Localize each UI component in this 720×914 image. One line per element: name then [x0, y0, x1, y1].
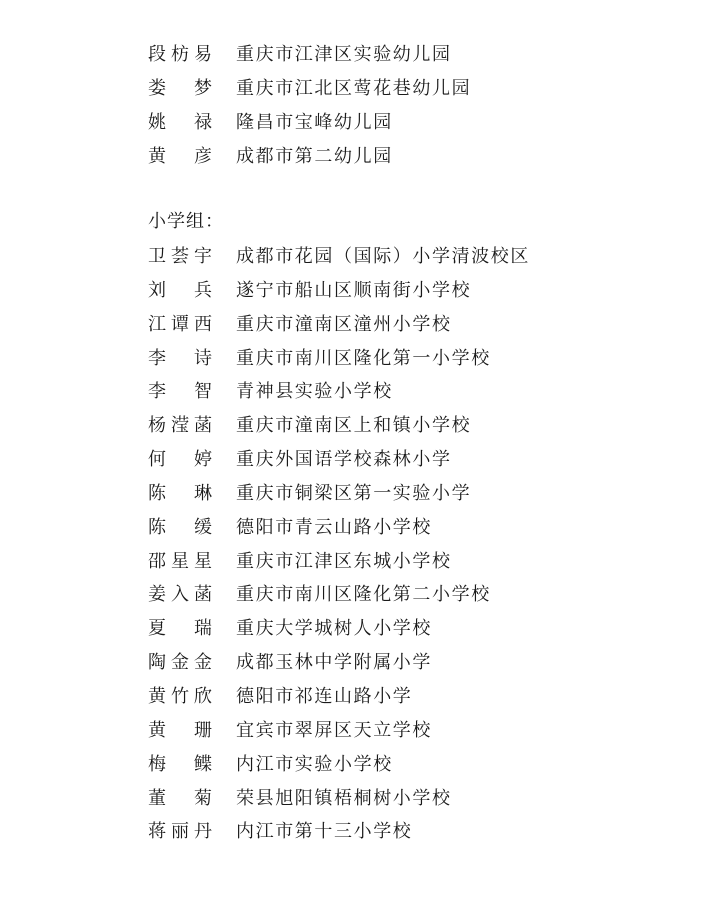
school-name: 青神县实验小学校 [236, 381, 393, 403]
person-name: 夏瑞 [148, 618, 212, 640]
school-name: 内江市第十三小学校 [236, 821, 413, 843]
person-name: 段枋易 [148, 44, 212, 65]
person-name: 娄梦 [148, 77, 212, 99]
person-name: 黄竹欣 [148, 685, 212, 707]
list-item [0, 375, 720, 409]
school-name: 重庆市南川区隆化第一小学校 [236, 347, 491, 369]
person-name: 姜入菡 [148, 584, 212, 606]
list-item [0, 240, 720, 274]
school-name: 成都市第二幼儿园 [236, 145, 393, 167]
list-item [0, 72, 720, 106]
school-name: 重庆市潼南区上和镇小学校 [236, 415, 472, 437]
school-name: 重庆市铜梁区第一实验小学 [236, 482, 472, 504]
person-name: 陈缓 [148, 516, 212, 538]
school-name: 荣县旭阳镇梧桐树小学校 [236, 787, 452, 809]
person-name: 陈琳 [148, 482, 212, 504]
person-name: 卫荟宇 [148, 246, 212, 267]
person-name: 黄珊 [148, 719, 212, 741]
person-name: 江谭西 [148, 313, 212, 335]
list-item [0, 443, 720, 477]
section-heading-primary: 小学组： [148, 211, 224, 232]
school-name: 重庆市江北区莺花巷幼儿园 [236, 77, 472, 99]
school-name: 重庆外国语学校森林小学 [236, 449, 452, 471]
person-name: 黄彦 [148, 145, 212, 167]
list-item [0, 714, 720, 748]
list-item [0, 646, 720, 680]
list-item [0, 545, 720, 579]
person-name: 李智 [148, 381, 212, 403]
person-name: 蒋丽丹 [148, 821, 212, 843]
list-item [0, 342, 720, 376]
school-name: 重庆市江津区东城小学校 [236, 550, 452, 572]
list-item [0, 140, 720, 174]
school-name: 宜宾市翠屏区天立学校 [236, 719, 432, 741]
school-name: 重庆市南川区隆化第二小学校 [236, 584, 491, 606]
school-name: 德阳市祁连山路小学 [236, 685, 413, 707]
school-name: 成都市花园（国际）小学清波校区 [236, 246, 530, 267]
list-item [0, 274, 720, 308]
person-name: 陶金金 [148, 652, 212, 674]
school-name: 重庆市潼南区潼州小学校 [236, 313, 452, 335]
list-item [0, 578, 720, 612]
list-item [0, 748, 720, 782]
person-name: 梅鲽 [148, 753, 212, 775]
person-name: 董菊 [148, 787, 212, 809]
list-item [0, 477, 720, 511]
list-item [0, 782, 720, 816]
person-name: 杨滢菡 [148, 415, 212, 437]
school-name: 遂宁市船山区顺南街小学校 [236, 279, 472, 301]
list-item [0, 612, 720, 646]
school-name: 重庆市江津区实验幼儿园 [236, 44, 452, 65]
list-item [0, 106, 720, 140]
person-name: 李诗 [148, 347, 212, 369]
list-item [0, 38, 720, 72]
person-name: 何婷 [148, 449, 212, 471]
school-name: 重庆大学城树人小学校 [236, 618, 432, 640]
list-item [0, 680, 720, 714]
school-name: 德阳市青云山路小学校 [236, 516, 432, 538]
school-name: 内江市实验小学校 [236, 753, 393, 775]
list-item [0, 511, 720, 545]
person-name: 邵星星 [148, 550, 212, 572]
school-name: 隆昌市宝峰幼儿园 [236, 111, 393, 133]
kindergarten-list [0, 38, 720, 173]
school-name: 成都玉林中学附属小学 [236, 652, 432, 674]
person-name: 姚禄 [148, 111, 212, 133]
list-item [0, 815, 720, 849]
person-name: 刘兵 [148, 279, 212, 301]
list-item [0, 409, 720, 443]
list-item [0, 308, 720, 342]
primary-school-list [0, 240, 720, 849]
